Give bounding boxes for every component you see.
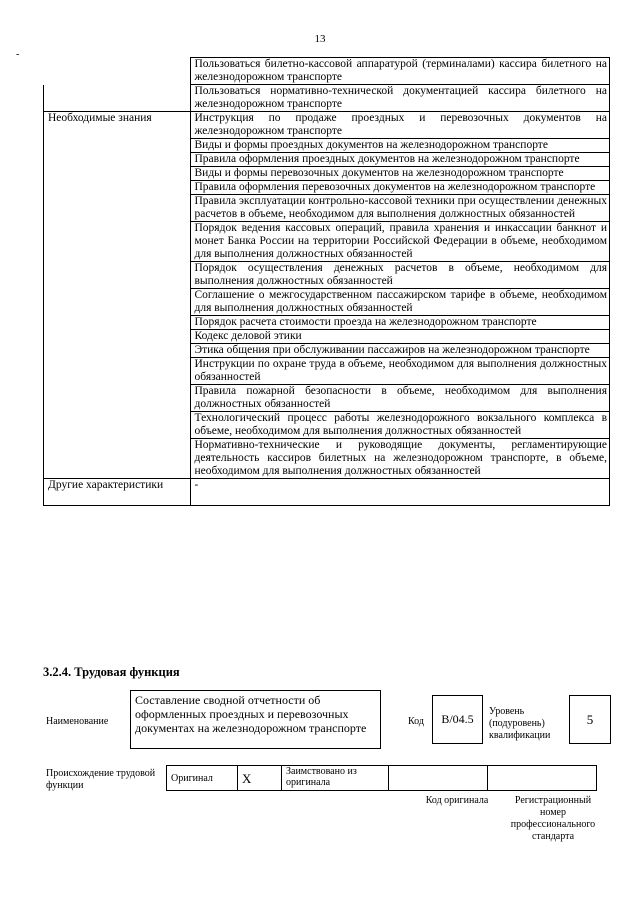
table-row xyxy=(44,479,610,506)
code-label: Код xyxy=(408,716,424,727)
knowledge-label: Необходимые знания xyxy=(44,112,191,479)
page-number: 13 xyxy=(314,33,326,45)
knowledge-item: Порядок осуществления денежных расчетов в объеме, необходимом для выполнения должностных обязанностей xyxy=(190,262,610,289)
level-label: Уровень (подуровень) квалификации xyxy=(489,706,551,741)
table-row xyxy=(44,58,610,85)
level-value-box: 5 xyxy=(569,695,611,744)
registration-number-cell xyxy=(488,766,597,791)
requirements-table xyxy=(43,57,610,506)
knowledge-item: Виды и формы перевозочных документов на железнодорожном транспорте xyxy=(190,167,610,181)
name-label: Наименование xyxy=(46,716,109,727)
knowledge-item: Технологический процесс работы железнодорожного вокзального комплекса в объеме, необходимом для выполнения должностных обязанностей xyxy=(190,412,610,439)
borrowed-label: Заимствовано из оригинала xyxy=(282,766,389,791)
code-caption: Код оригинала xyxy=(425,795,489,806)
knowledge-item: Правила оформления проездных документов на железнодорожном транспорте xyxy=(190,153,610,167)
margin-mark: - xyxy=(16,49,20,60)
knowledge-item: Правила оформления перевозочных документов на железнодорожном транспорте xyxy=(190,181,610,195)
knowledge-item: Кодекс деловой этики xyxy=(190,330,610,344)
knowledge-item: Этика общения при обслуживании пассажиров на железнодорожном транспорте xyxy=(190,344,610,358)
table-row xyxy=(167,766,597,791)
knowledge-item: Инструкция по продаже проездных и перевозочных документов на железнодорожном транспорте xyxy=(190,112,610,139)
knowledge-item: Нормативно-технические и руководящие документы, регламентирующие деятельность кассиров билетных на железнодорожном транспорте, в объеме, необходимом для выполнения должностных обязанностей xyxy=(190,439,610,479)
original-label: Оригинал xyxy=(167,766,238,791)
knowledge-item: Виды и формы проездных документов на железнодорожном транспорте xyxy=(190,139,610,153)
skill-item: Пользоваться билетно-кассовой аппаратурой (терминалами) кассира билетного на железнодорожном транспорте xyxy=(190,58,610,85)
knowledge-item: Правила пожарной безопасности в объеме, необходимом для выполнения должностных обязанностей xyxy=(190,385,610,412)
knowledge-item: Соглашение о межгосударственном пассажирском тарифе в объеме, необходимом для выполнения должностных обязанностей xyxy=(190,289,610,316)
original-mark: X xyxy=(238,766,282,791)
code-value-box: B/04.5 xyxy=(432,695,483,744)
other-value: - xyxy=(190,479,610,506)
registration-caption: Регистрационный номер профессионального стандарта xyxy=(510,795,596,842)
original-code-cell xyxy=(389,766,488,791)
knowledge-item: Порядок расчета стоимости проезда на железнодорожном транспорте xyxy=(190,316,610,330)
knowledge-item: Правила эксплуатации контрольно-кассовой техники при осуществлении денежных расчетов в объеме, необходимом для выполнения должностных обязанностей xyxy=(190,195,610,222)
table-row xyxy=(44,112,610,139)
origin-table xyxy=(166,765,597,791)
function-name-box: Составление сводной отчетности об оформленных проездных и перевозочных документах на железнодорожном транспорте xyxy=(130,690,381,749)
origin-label: Происхождение трудовой функции xyxy=(46,768,156,791)
other-label: Другие характеристики xyxy=(44,479,191,506)
knowledge-item: Инструкции по охране труда в объеме, необходимом для выполнения должностных обязанностей xyxy=(190,358,610,385)
knowledge-item: Порядок ведения кассовых операций, правила хранения и инкассации банкнот и монет Банка России на территории Российской Федерации в объеме, необходимом для выполнения должностных обязанностей xyxy=(190,222,610,262)
section-title: 3.2.4. Трудовая функция xyxy=(43,665,180,679)
table-row xyxy=(44,85,610,112)
skill-item: Пользоваться нормативно-технической документацией кассира билетного на железнодорожном транспорте xyxy=(190,85,610,112)
